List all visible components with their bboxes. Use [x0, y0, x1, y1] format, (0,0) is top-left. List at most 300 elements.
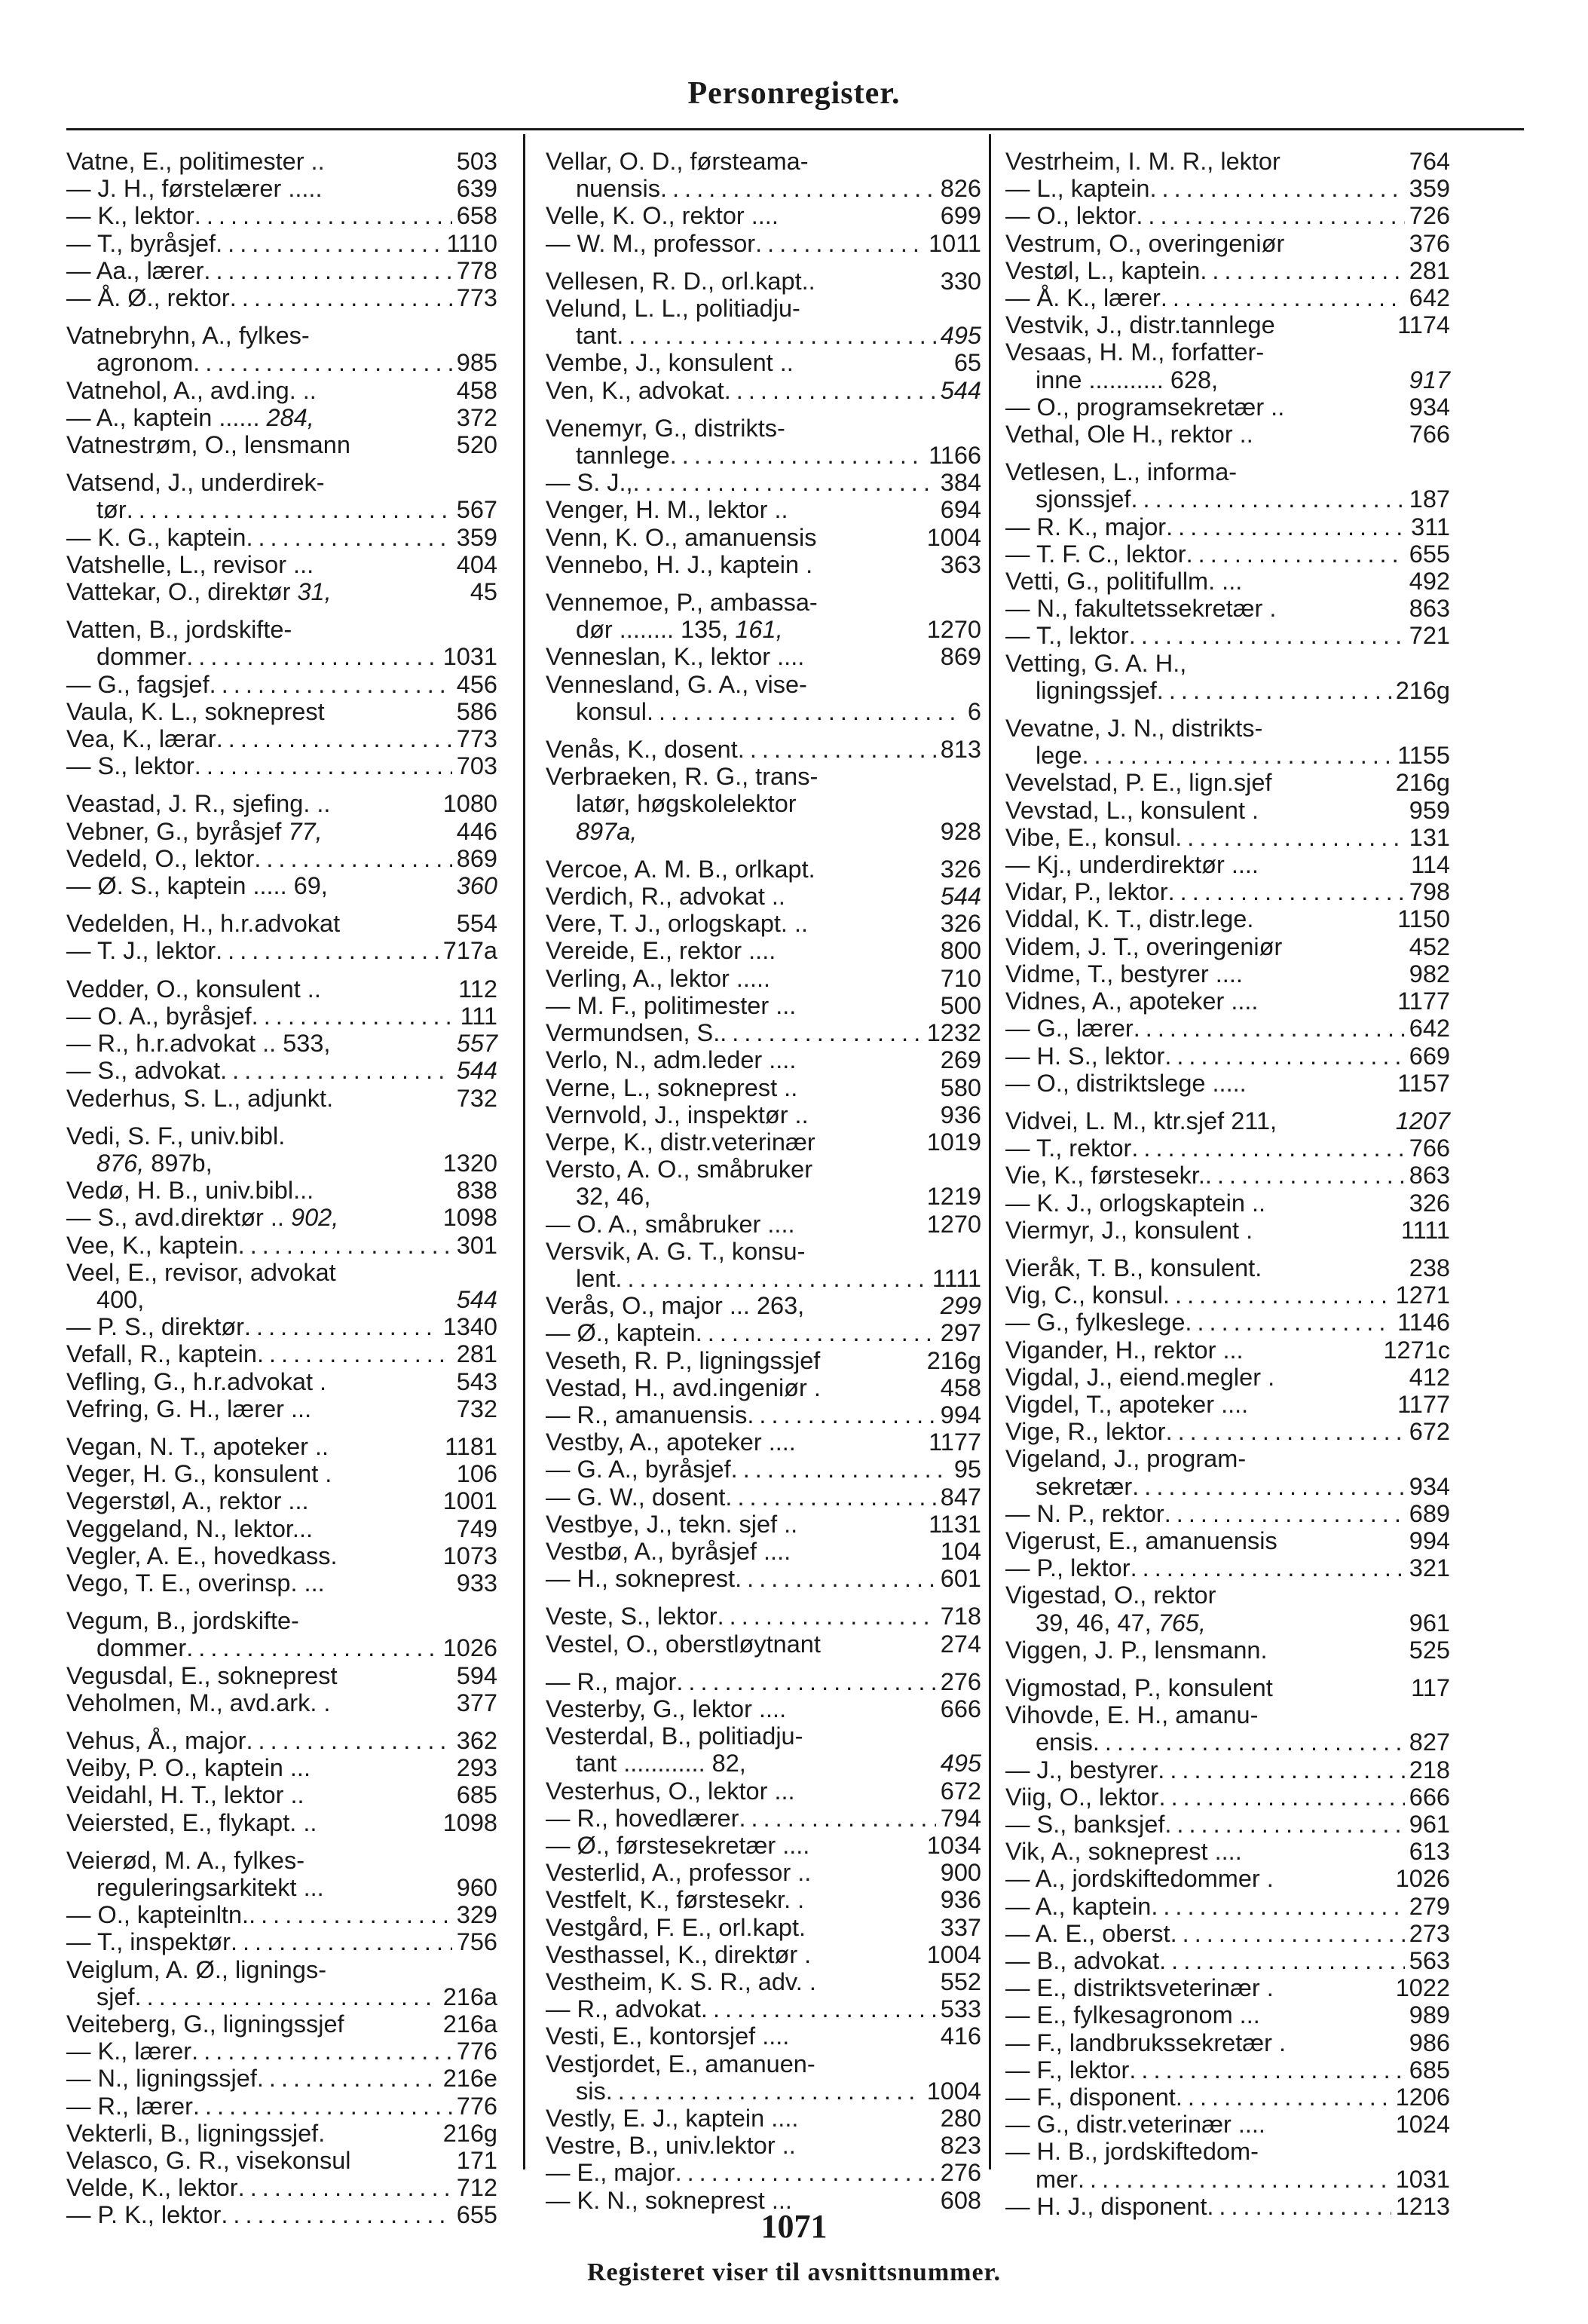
entry-name: Vegusdal, E., sokneprest — [66, 1661, 338, 1689]
entry-name: Viddal, K. T., distr.lege. — [1005, 905, 1254, 933]
entry-reference: 544 — [456, 1285, 497, 1313]
register-entry — [1005, 1637, 1450, 1664]
entry-reference: 766 — [1409, 1134, 1450, 1162]
register-entry — [1005, 933, 1450, 960]
entry-name: Viggen, J. P., lensmann. — [1005, 1636, 1268, 1664]
entry-name: Venneslan, K., lektor .... — [546, 643, 805, 671]
register-entry — [546, 992, 981, 1019]
entry-name: — K., lektor — [66, 202, 194, 230]
entry-name: Vidvei, L. M., ktr.sjef 211, — [1005, 1107, 1277, 1134]
register-entry — [66, 202, 497, 229]
entry-reference: 1098 — [442, 1204, 497, 1232]
entry-name: Velle, K. O., rektor .... — [546, 202, 779, 230]
entry-name: Vefall, R., kaptein — [66, 1340, 257, 1368]
entry-name: Vestbø, A., byråsjef .... — [546, 1537, 791, 1565]
entry-reference: 1131 — [929, 1510, 981, 1538]
entry-reference: 404 — [456, 550, 497, 578]
register-entry — [66, 1204, 497, 1231]
entry-reference: 1219 — [926, 1183, 981, 1211]
entry-reference: 1073 — [442, 1542, 497, 1569]
entry-reference: 827 — [1409, 1728, 1450, 1756]
entry-name: Verbraeken, R. G., trans- — [546, 763, 818, 791]
register-entry — [546, 910, 981, 937]
entry-reference: 117 — [1411, 1673, 1450, 1701]
entry-name: — F., lektor — [1005, 2056, 1130, 2084]
entry-reference: 104 — [940, 1537, 981, 1565]
entry-name: Vestad, H., avd.ingeniør . — [546, 1373, 821, 1401]
entry-reference: 900 — [940, 1859, 981, 1887]
leader-dots — [1159, 1784, 1405, 1811]
entry-reference: 655 — [1409, 540, 1450, 568]
entry-name: Vedder, O., konsulent .. — [66, 975, 321, 1003]
leader-dots — [238, 2174, 452, 2201]
register-entry — [546, 2105, 981, 2132]
entry-reference: 672 — [940, 1777, 981, 1805]
entry-reference: 171 — [456, 2147, 497, 2175]
register-entry — [546, 496, 981, 523]
entry-continuation: agronom — [96, 349, 194, 377]
entry-reference: 685 — [1409, 2056, 1450, 2084]
leader-dots — [1175, 824, 1405, 851]
register-entry — [66, 1727, 497, 1754]
entry-reference: 216g — [926, 1346, 981, 1374]
entry-name: — R. K., major — [1005, 513, 1167, 540]
register-entry — [66, 230, 497, 257]
entry-continuation: konsul — [576, 697, 647, 725]
register-entry — [546, 469, 981, 496]
entry-reference: 552 — [940, 1968, 981, 1995]
entry-name: — T., inspektør — [66, 1928, 231, 1956]
register-entry — [1005, 513, 1450, 540]
register-entry — [1005, 458, 1450, 513]
entry-reference: 1177 — [1397, 987, 1450, 1015]
entry-name: Vestrheim, I. M. R., lektor — [1005, 148, 1280, 175]
entry-name: Vie, K., førstesekr. — [1005, 1162, 1205, 1190]
entry-name: — G. A., byråsjef — [546, 1456, 731, 1484]
entry-reference: 492 — [1409, 568, 1450, 596]
entry-name: Vestrum, O., overingeniør — [1005, 229, 1285, 257]
column-divider — [523, 134, 525, 2169]
entry-continuation: dommer — [96, 1634, 187, 1662]
register-entry — [66, 1487, 497, 1514]
entry-name: Veseth, R. P., ligningssjef — [546, 1346, 821, 1374]
entry-reference: 1146 — [1397, 1309, 1450, 1337]
entry-name: Vellesen, R. D., orl.kapt.. — [546, 267, 815, 295]
entry-continuation: 400, — [96, 1285, 145, 1313]
entry-name: — W. M., professor — [546, 229, 756, 257]
register-entry — [546, 1484, 981, 1511]
register-entry — [1005, 148, 1450, 175]
register-entry — [1005, 175, 1450, 202]
entry-continuation: inne ........... 628, — [1036, 366, 1219, 393]
entry-name: Vesti, E., kontorsjef .... — [546, 2022, 790, 2050]
entry-reference: 95 — [953, 1456, 981, 1484]
entry-name: — T. F. C., lektor — [1005, 540, 1186, 568]
entry-name: Veiby, P. O., kaptein ... — [66, 1754, 311, 1782]
leader-dots — [1170, 1920, 1405, 1947]
entry-reference: 934 — [1409, 393, 1450, 421]
entry-name: Vekterli, B., ligningssjef. — [66, 2119, 326, 2147]
register-entry — [1005, 715, 1450, 769]
entry-name: — Ø., førstesekretær .... — [546, 1831, 810, 1859]
register-entry — [1005, 257, 1450, 284]
register-entry — [66, 1460, 497, 1487]
entry-reference: 299 — [940, 1292, 981, 1320]
register-entry — [66, 175, 497, 202]
entry-name: Vennebo, H. J., kaptein . — [546, 550, 813, 578]
entry-name: — G. W., dosent — [546, 1483, 726, 1511]
register-entry — [1005, 905, 1450, 932]
entry-reference: 869 — [456, 844, 497, 872]
entry-reference: 1207 — [1395, 1107, 1450, 1134]
register-entry — [546, 1777, 981, 1805]
register-entry — [1005, 987, 1450, 1015]
entry-name: Vestel, O., oberstløytnant — [546, 1630, 821, 1658]
entry-continuation: tannlege — [576, 442, 670, 470]
entry-name: Vedø, H. B., univ.bibl... — [66, 1177, 314, 1205]
entry-continuation: tant ............ 82, — [576, 1750, 746, 1777]
leader-dots — [617, 322, 936, 349]
entry-reference: 1177 — [1397, 1390, 1450, 1418]
entry-name: Vestgård, F. E., orl.kapt. — [546, 1913, 806, 1941]
entry-name: — A., kaptein — [1005, 1892, 1152, 1920]
entry-continuation: 876, 897b, — [96, 1149, 213, 1177]
entry-reference: 1150 — [1397, 905, 1450, 933]
register-entry — [546, 736, 981, 763]
register-entry — [546, 856, 981, 883]
entry-reference: 216a — [442, 1983, 497, 2010]
entry-reference: 669 — [1409, 1042, 1450, 1070]
register-entry — [66, 910, 497, 937]
entry-reference: 732 — [456, 1395, 497, 1422]
register-entry — [1005, 1865, 1450, 1892]
register-entry — [546, 763, 981, 845]
register-entry — [66, 975, 497, 1003]
entry-reference: 726 — [1409, 202, 1450, 230]
entry-name: Vercoe, A. M. B., orlkapt. — [546, 855, 815, 883]
entry-name: — S., lektor — [66, 752, 194, 780]
entry-name: — E., fylkesagronom ... — [1005, 2001, 1260, 2029]
register-entry — [66, 1057, 497, 1084]
entry-reference: 1271c — [1383, 1336, 1450, 1364]
leader-dots — [1164, 1043, 1404, 1070]
entry-name: — R., major — [546, 1667, 677, 1695]
entry-reference: 994 — [940, 1401, 981, 1428]
register-entry — [1005, 824, 1450, 851]
register-entry — [1005, 230, 1450, 257]
entry-reference: 216g — [442, 2119, 497, 2147]
leader-dots — [724, 377, 936, 404]
entry-reference: 563 — [1409, 1947, 1450, 1974]
entry-name: Vigmostad, P., konsulent — [1005, 1673, 1273, 1701]
entry-name: Veggeland, N., lektor... — [66, 1514, 314, 1542]
entry-reference: 666 — [940, 1695, 981, 1722]
entry-name: Venger, H. M., lektor .. — [546, 496, 788, 524]
entry-reference: 65 — [953, 349, 981, 377]
register-entry — [1005, 1756, 1450, 1784]
entry-reference: 1206 — [1395, 2084, 1450, 2111]
entry-name: Verpe, K., distr.veterinær — [546, 1128, 815, 1156]
entry-reference: 216e — [442, 2065, 497, 2093]
entry-reference: 544 — [456, 1057, 497, 1085]
register-entry — [66, 2038, 497, 2065]
entry-name: Vibe, E., konsul — [1005, 823, 1176, 851]
entry-reference: 1031 — [442, 643, 497, 671]
register-entry — [1005, 568, 1450, 595]
entry-continuation: ligningssjef — [1036, 676, 1157, 704]
register-entry — [546, 2022, 981, 2050]
register-entry — [66, 1177, 497, 1204]
register-entry — [66, 1689, 497, 1716]
entry-name: — O., distriktslege ..... — [1005, 1069, 1247, 1097]
entry-reference: 798 — [1409, 878, 1450, 906]
entry-reference: 458 — [456, 376, 497, 404]
entry-name: Vevatne, J. N., distrikts- — [1005, 715, 1263, 743]
register-entry — [546, 1832, 981, 1859]
entry-reference: 813 — [940, 736, 981, 764]
register-entry — [546, 589, 981, 643]
entry-name: — Kj., underdirektør .... — [1005, 851, 1259, 879]
entry-reference: 326 — [1409, 1189, 1450, 1217]
register-entry — [546, 1238, 981, 1292]
register-entry — [1005, 311, 1450, 338]
entry-reference: 985 — [456, 349, 497, 377]
entry-name: — Å. K., lærer — [1005, 284, 1161, 312]
entry-reference: 1034 — [926, 1831, 981, 1859]
register-entry — [66, 1662, 497, 1689]
register-entry — [1005, 1217, 1450, 1244]
register-entry — [546, 148, 981, 202]
entry-name: — R., hovedlærer — [546, 1804, 739, 1832]
entry-name: Vea, K., lærar — [66, 725, 216, 753]
entry-name: Vegan, N. T., apoteker .. — [66, 1432, 329, 1460]
entry-reference: 456 — [456, 670, 497, 698]
entry-name: — O. A., småbruker .... — [546, 1210, 795, 1238]
entry-name: — P. K., lektor — [66, 2201, 222, 2229]
register-entry — [546, 671, 981, 725]
entry-reference: 1004 — [926, 523, 981, 551]
entry-reference: 1111 — [932, 1264, 981, 1292]
entry-reference: 580 — [940, 1073, 981, 1101]
entry-reference: 756 — [456, 1928, 497, 1956]
entry-reference: 1004 — [926, 2077, 981, 2105]
register-entry — [1005, 1554, 1450, 1581]
register-entry — [66, 2120, 497, 2147]
entry-name: — B., advokat — [1005, 1947, 1160, 1974]
entry-reference: 273 — [1409, 1919, 1450, 1947]
entry-reference: 279 — [1409, 1892, 1450, 1920]
entry-name: Veierød, M. A., fylkes- — [66, 1846, 305, 1874]
register-entry — [1005, 1974, 1450, 2001]
register-entry — [66, 284, 497, 311]
entry-reference: 276 — [940, 1667, 981, 1695]
register-entry — [66, 725, 497, 752]
register-entry — [66, 698, 497, 725]
register-entry — [546, 1630, 981, 1658]
register-entry — [1005, 1811, 1450, 1838]
register-entry — [66, 257, 497, 284]
entry-reference: 543 — [456, 1367, 497, 1395]
register-entry — [546, 883, 981, 910]
register-entry — [66, 845, 497, 872]
column-divider — [989, 134, 991, 2169]
entry-reference: 936 — [940, 1101, 981, 1128]
entry-reference: 1232 — [926, 1019, 981, 1047]
leader-dots — [725, 1484, 935, 1511]
register-entry — [66, 1003, 497, 1030]
register-entry — [66, 752, 497, 779]
footnote: Registeret viser til avsnittsnummer. — [586, 2258, 1002, 2286]
entry-reference: 446 — [456, 817, 497, 845]
entry-reference: 276 — [940, 2159, 981, 2187]
entry-name: Verling, A., lektor ..... — [546, 964, 771, 992]
register-entry — [546, 349, 981, 376]
entry-reference: 712 — [456, 2174, 497, 2202]
entry-reference: 376 — [1409, 229, 1450, 257]
entry-reference: 301 — [456, 1231, 497, 1259]
entry-reference: 452 — [1409, 932, 1450, 960]
entry-reference: 1271 — [1395, 1281, 1450, 1309]
entry-reference: 269 — [940, 1046, 981, 1074]
entry-continuation: latør, høgskolelektor — [576, 790, 797, 818]
leader-dots — [606, 2078, 923, 2105]
entry-reference: 1166 — [929, 442, 981, 470]
entry-name: Vernvold, J., inspektør .. — [546, 1101, 809, 1128]
register-entry — [66, 1259, 497, 1313]
leader-dots — [216, 937, 439, 964]
entry-name: Vigerust, E., amanuensis — [1005, 1526, 1277, 1554]
entry-name: Vennemoe, P., ambassa- — [546, 589, 818, 617]
entry-name: — K. G., kaptein — [66, 523, 246, 551]
entry-name: Veger, H. G., konsulent . — [66, 1460, 332, 1488]
entry-reference: 658 — [456, 202, 497, 230]
leader-dots — [1131, 485, 1404, 513]
entry-reference: 281 — [456, 1340, 497, 1368]
entry-reference: 776 — [456, 2038, 497, 2065]
entry-reference: 114 — [1411, 851, 1450, 879]
register-entry — [1005, 1701, 1450, 1756]
register-entry — [66, 322, 497, 376]
register-entry — [1005, 2056, 1450, 2084]
register-entry — [1005, 1309, 1450, 1336]
entry-name: — Å. Ø., rektor — [66, 284, 230, 312]
entry-reference: 800 — [940, 937, 981, 965]
leader-dots — [1129, 2056, 1404, 2084]
entry-reference: 989 — [1409, 2001, 1450, 2029]
entry-reference: 216g — [1395, 676, 1450, 704]
leader-dots — [670, 442, 924, 469]
entry-name: Vigeland, J., program- — [1005, 1445, 1247, 1473]
entry-reference: 1157 — [1397, 1069, 1450, 1097]
entry-continuation: mer — [1036, 2165, 1078, 2193]
register-entry — [1005, 1500, 1450, 1527]
entry-reference: 520 — [456, 431, 497, 459]
entry-name: Veiteberg, G., ligningssjef — [66, 2010, 344, 2038]
entry-reference: 685 — [456, 1781, 497, 1809]
register-entry — [1005, 393, 1450, 421]
leader-dots — [257, 1340, 452, 1367]
leader-dots — [246, 1727, 451, 1754]
entry-name: Vigestad, O., rektor — [1005, 1581, 1216, 1609]
entry-name: Vestbye, J., tekn. sjef .. — [546, 1510, 798, 1538]
leader-dots — [1093, 1728, 1405, 1756]
entry-name: Vethal, Ole H., rektor .. — [1005, 421, 1253, 449]
entry-name: Veel, E., revisor, advokat — [66, 1258, 336, 1286]
leader-dots — [1166, 513, 1406, 540]
entry-name: Vegum, B., jordskifte- — [66, 1607, 299, 1635]
entry-name: — G., fylkeslege — [1005, 1309, 1186, 1337]
entry-name: Veiglum, A. Ø., lignings- — [66, 1955, 327, 1983]
entry-name: Vik, A., sokneprest .... — [1005, 1838, 1242, 1866]
entry-name: Vatten, B., jordskifte- — [66, 616, 292, 644]
register-entry — [546, 1156, 981, 1210]
register-entry — [1005, 1445, 1450, 1499]
entry-reference: 608 — [940, 2186, 981, 2214]
entry-name: — T. J., lektor — [66, 937, 216, 965]
register-entry — [66, 404, 497, 431]
entry-name: Vevelstad, P. E., lign.sjef — [1005, 769, 1272, 797]
entry-continuation: 39, 46, 47, 765, — [1036, 1609, 1206, 1637]
register-entry — [1005, 1893, 1450, 1920]
leader-dots — [257, 2065, 439, 2092]
entry-name: Vigdal, J., eiend.megler . — [1005, 1363, 1275, 1391]
register-entry — [66, 1085, 497, 1112]
register-entry — [66, 671, 497, 698]
register-entry — [1005, 1043, 1450, 1070]
entry-continuation: reguleringsarkitekt ... — [96, 1873, 324, 1901]
register-entry — [546, 1859, 981, 1886]
entry-reference: 544 — [940, 883, 981, 911]
register-entry — [546, 295, 981, 349]
entry-name: Vieråk, T. B., konsulent. — [1005, 1254, 1262, 1281]
register-entry — [66, 1569, 497, 1597]
entry-continuation: sis — [576, 2077, 606, 2105]
register-entry — [1005, 1364, 1450, 1391]
entry-reference: 187 — [1409, 485, 1450, 513]
entry-reference: 112 — [458, 975, 497, 1003]
entry-reference: 337 — [940, 1913, 981, 1941]
entry-reference: 863 — [1409, 595, 1450, 623]
register-entry — [66, 524, 497, 551]
entry-name: Vevstad, L., konsulent . — [1005, 796, 1259, 824]
entry-name: Verlo, N., adm.leder .... — [546, 1046, 797, 1074]
leader-dots — [216, 230, 442, 257]
register-entry — [66, 2147, 497, 2174]
register-entry — [1005, 878, 1450, 905]
register-entry — [66, 1030, 497, 1057]
leader-dots — [1158, 1756, 1404, 1784]
register-entry — [1005, 1070, 1450, 1097]
register-entry — [66, 377, 497, 404]
register-entry — [546, 377, 981, 404]
leader-dots — [1205, 1162, 1405, 1189]
entry-name: Vidme, T., bestyrer .... — [1005, 960, 1243, 987]
entry-reference: 362 — [456, 1726, 497, 1754]
entry-name: Vesterhus, O., lektor ... — [546, 1777, 795, 1805]
entry-name: Vefling, G., h.r.advokat . — [66, 1367, 327, 1395]
register-entry — [546, 1941, 981, 1968]
entry-reference: 863 — [1409, 1162, 1450, 1190]
register-entry — [546, 1019, 981, 1046]
register-entry — [66, 1232, 497, 1259]
register-entry — [1005, 769, 1450, 796]
leader-dots — [696, 1319, 936, 1346]
entry-reference: 1155 — [1397, 742, 1450, 770]
register-entry — [1005, 1838, 1450, 1865]
entry-reference: 360 — [456, 872, 497, 900]
entry-name: — G., distr.veterinær .... — [1005, 2111, 1265, 2139]
register-entry — [66, 937, 497, 964]
